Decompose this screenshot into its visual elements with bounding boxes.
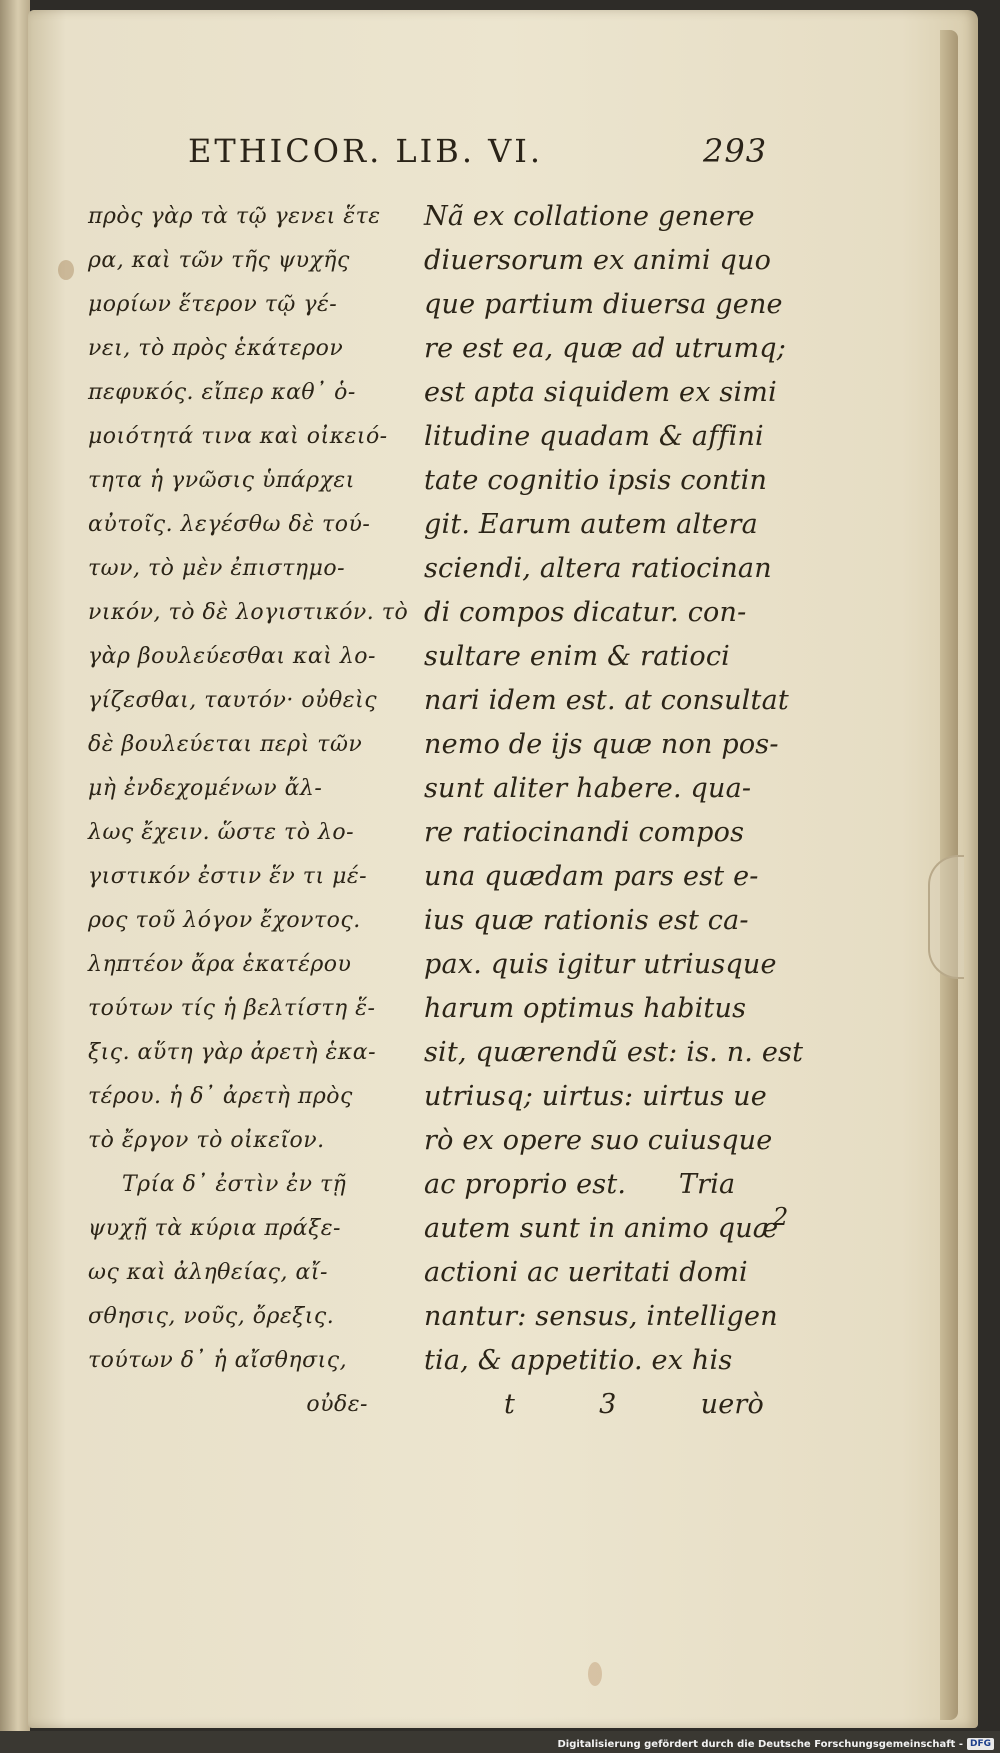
latin-line: rò ex opere suo cuiusque (424, 1125, 773, 1156)
greek-line: ως καὶ ἀληθείας, αἴ- (88, 1260, 328, 1285)
latin-line: pax. quis igitur utriusque (424, 949, 777, 980)
latin-line: actioni ac ueritati domi (424, 1257, 748, 1288)
paper-stain (588, 1662, 602, 1686)
running-head (188, 132, 768, 170)
latin-line: sciendi, altera ratiocinan (424, 553, 772, 584)
latin-line: sunt aliter habere. qua- (424, 773, 752, 804)
latin-line: ac proprio est. Tria (424, 1169, 736, 1200)
signature-number: 3 (599, 1389, 617, 1420)
latin-line: re est ea, quæ ad utrumq; (424, 333, 787, 364)
greek-line: μοιότητά τινα καὶ οἰκειό- (88, 424, 388, 449)
latin-line: tia, & appetitio. ex his (424, 1345, 733, 1376)
greek-line: ψυχῇ τὰ κύρια πράξε- (88, 1216, 341, 1241)
greek-line: αὐτοῖς. λεγέσθω δὲ τού- (88, 512, 371, 537)
latin-line: di compos dicatur. con- (424, 597, 747, 628)
greek-catchword: οὐδε- (306, 1392, 368, 1417)
latin-line: nantur: sensus, intelligen (424, 1301, 778, 1332)
greek-line: λως ἔχειν. ὥστε τὸ λο- (88, 820, 355, 845)
credit-text: Digitalisierung gefördert durch die Deutsche Forschungsgemeinschaft - (557, 1738, 963, 1750)
latin-line: sit, quærendũ est: is. n. est (424, 1037, 804, 1068)
latin-line: litudine quadam & affini (424, 421, 764, 452)
latin-line: tate cognitio ipsis contin (424, 465, 768, 496)
digitization-credit (557, 1738, 994, 1750)
latin-text-column (424, 195, 804, 1427)
latin-line: que partium diuersa gene (424, 289, 783, 320)
latin-line: autem sunt in animo quæ (424, 1213, 779, 1244)
greek-line: μορίων ἕτερον τῷ γέ- (88, 292, 338, 317)
greek-line: πεφυκός. εἴπερ καθ᾽ ὁ- (88, 380, 356, 405)
greek-line: πρὸς γὰρ τὰ τῷ γενει ἕτε (88, 204, 381, 229)
latin-line: git. Earum autem altera (424, 509, 758, 540)
greek-line: νει, τὸ πρὸς ἑκάτερον (88, 336, 344, 361)
latin-catchword: uerò (700, 1389, 764, 1420)
greek-line: γιστικόν ἐστιν ἕν τι μέ- (88, 864, 368, 889)
latin-line: est apta siquidem ex simi (424, 377, 777, 408)
latin-line: utriusq; uirtus: uirtus ue (424, 1081, 767, 1112)
greek-line: σθησις, νοῦς, ὄρεξις. (88, 1304, 335, 1329)
greek-line: Τρία δ᾽ ἐστὶν ἐν τῇ (122, 1172, 347, 1197)
greek-line: ξις. αὕτη γὰρ ἀρετὴ ἑκα- (88, 1040, 377, 1065)
greek-text-column (88, 195, 409, 1427)
ink-stain (58, 260, 74, 280)
greek-line: τέρου. ἡ δ᾽ ἀρετὴ πρὸς (88, 1084, 353, 1109)
greek-line: μὴ ἐνδεχομένων ἄλ- (88, 776, 323, 801)
greek-line: των, τὸ μὲν ἐπιστημο- (88, 556, 346, 581)
latin-line: una quædam pars est e- (424, 861, 759, 892)
greek-line: ρα, καὶ τῶν τῆς ψυχῆς (88, 248, 350, 273)
greek-line: νικόν, τὸ δὲ λογιστικόν. τὸ (88, 600, 409, 625)
running-head-title: ETHICOR. LIB. VI. (188, 132, 544, 170)
marginal-section-number: 2 (773, 1203, 789, 1231)
page-number: 293 (703, 132, 768, 170)
greek-line: τούτων τίς ἡ βελτίστη ἕ- (88, 996, 376, 1021)
greek-line: γὰρ βουλεύεσθαι καὶ λο- (88, 644, 376, 669)
latin-line: re ratiocinandi compos (424, 817, 745, 848)
greek-line: ληπτέον ἄρα ἑκατέρου (88, 952, 352, 977)
book-page (28, 10, 978, 1728)
latin-line: sultare enim & ratioci (424, 641, 731, 672)
greek-line: δὲ βουλεύεται περὶ τῶν (88, 732, 363, 757)
latin-line: harum optimus habitus (424, 993, 747, 1024)
greek-line: ρος τοῦ λόγον ἔχοντος. (88, 908, 361, 933)
greek-line: γίζεσθαι, ταυτόν· οὐθεὶς (88, 688, 378, 713)
greek-line: τούτων δ᾽ ἡ αἴσθησις, (88, 1348, 348, 1373)
latin-line: ius quæ rationis est ca- (424, 905, 749, 936)
greek-line: τὸ ἔργον τὸ οἰκεῖον. (88, 1128, 325, 1153)
greek-line: τητα ἡ γνῶσις ὑπάρχει (88, 468, 355, 493)
latin-line: nari idem est. at consultat (424, 685, 789, 716)
signature-line (424, 1383, 774, 1427)
latin-line: Nã ex collatione genere (424, 201, 755, 232)
signature-mark: t (504, 1389, 516, 1420)
dfg-logo: DFG (967, 1738, 994, 1750)
latin-line: nemo de ijs quæ non pos- (424, 729, 779, 760)
thumb-tab-mark (928, 855, 964, 979)
latin-line: diuersorum ex animi quo (424, 245, 772, 276)
facing-page-edge (0, 0, 30, 1735)
